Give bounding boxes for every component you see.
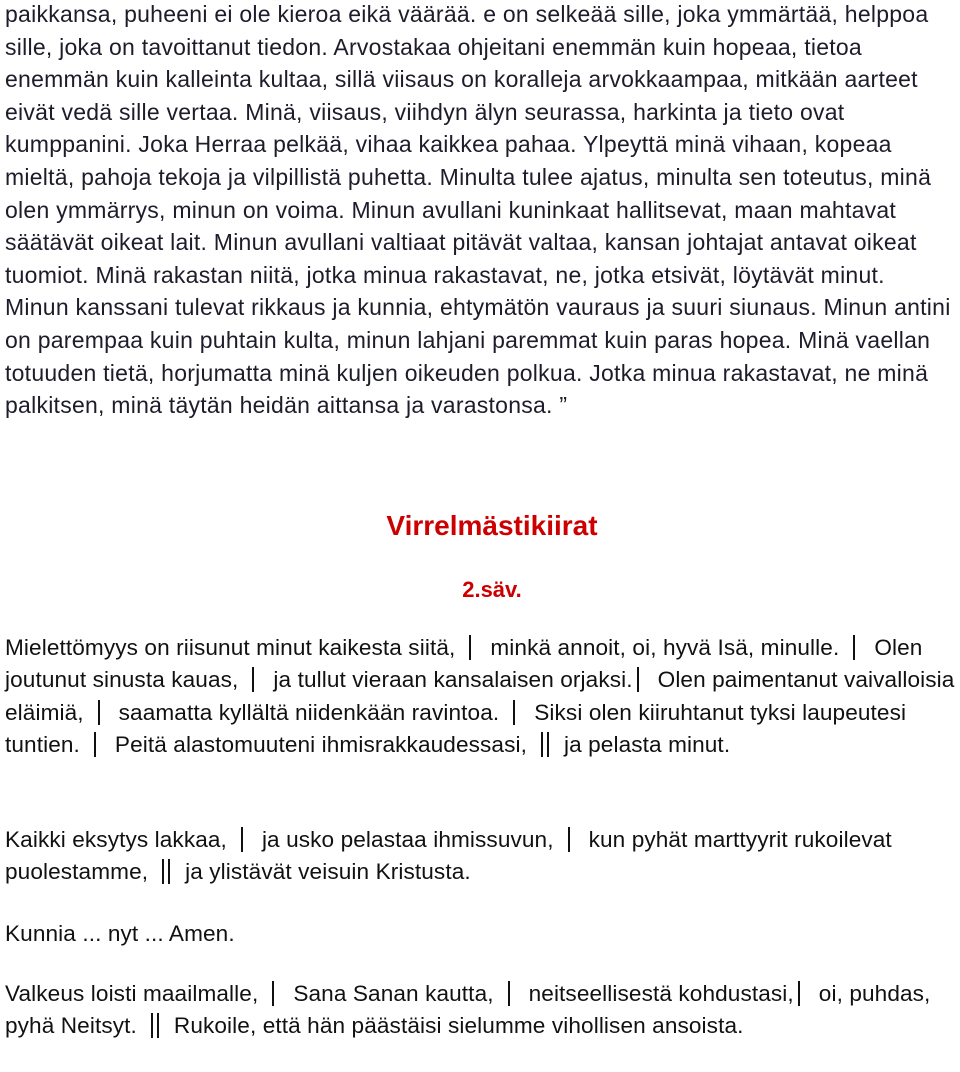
verse-segment: Rukoile, että hän päästäisi sielumme vihollisen ansoista. [173,1013,744,1039]
verse-divider [853,635,855,660]
tone-subtitle: 2.säv. [462,577,522,602]
verse-divider [798,981,800,1006]
section-title: Virrelmästikiirat [386,510,598,541]
verse-double-divider [541,732,549,757]
verse-segment: saamatta kyllältä niidenkään ravintoa. [118,699,500,725]
verse-segment: ja tullut vieraan kansalaisen orjaksi. [273,667,633,693]
hymn-verse-2 [5,824,960,889]
verse-segment: kun pyhät marttyyrit rukoilevat puolestamme, [5,827,892,885]
verse-segment: Kunnia ... nyt ... Amen. [5,921,235,946]
verse-divider [568,827,570,852]
verse-segment: Olen joutunut sinusta kauas, [5,635,923,693]
verse-segment: Kaikki eksytys lakkaa, [5,827,227,852]
verse-divider [272,981,274,1006]
verse-segment: ja pelasta minut. [563,731,731,757]
verse-segment: Peitä alastomuuteni ihmisrakkaudessasi, [114,731,527,757]
verse-double-divider [162,859,170,884]
verse-segment: neitseellisestä kohdustasi, [528,981,794,1006]
verse-segment: Olen paimentanut vaivalloisia eläimiä, [5,667,955,725]
verse-divider [637,667,639,692]
verse-segment: ja usko pelastaa ihmissuvun, [261,827,554,852]
verse-segment: ja ylistävät veisuin Kristusta. [185,859,471,885]
hymn-verse-1 [5,632,960,761]
verse-divider [94,732,96,757]
verse-segment: Mielettömyys on riisunut minut kaikesta siitä, [5,635,456,660]
verse-double-divider [151,1013,159,1038]
verse-segment: Valkeus loisti maailmalle, [5,981,259,1006]
verse-segment: Sana Sanan kautta, [293,981,494,1006]
hymn-verse-4 [5,978,960,1043]
verse-divider [469,635,471,660]
hymn-verse-3 [5,918,960,950]
verse-segment: oi, puhdas, pyhä Neitsyt. [5,981,931,1039]
verse-segment: Siksi olen kiiruhtanut tyksi laupeutesi tuntien. [5,699,907,757]
verse-segment: minkä annoit, oi, hyvä Isä, minulle. [490,635,840,660]
verse-divider [98,700,100,725]
verse-divider [513,700,515,725]
verse-divider [252,667,254,692]
intro-paragraph: paikkansa, puheeni ei ole kieroa eikä väärää. e on selkeää sille, joka ymmärtää, helppoa sille, joka on tavoittanut tiedon. Arvostakaa ohjeitani enemmän kuin hopeaa, tietoa enemmän kuin kalleinta kultaa, sillä viisaus on koralleja arvokkaampaa, mitkään aarteet eivät vedä sille vertaa. Minä, viisaus, viihdyn älyn seurassa, harkinta ja tieto ovat kumppanini. Joka Herraa pelkää, vihaa kaikkea pahaa. Ylpeyttä minä vihaan, kopeaa mieltä, pahoja tekoja ja vilpillistä puhetta. Minulta tulee ajatus, minulta sen toteutus, minä olen ymmärrys, minun on voima. Minun avullani kuninkaat hallitsevat, maan mahtavat säätävät oikeat lait. Minun avullani valtiaat pitävät valtaa, kansan johtajat antavat oikeat tuomiot. Minä rakastan niitä, jotka minua rakastavat, ne, jotka etsivät, löytävät minut. Minun kanssani tulevat rikkaus ja kunnia, ehtymätön vauraus ja suuri siunaus. Minun antini on parempaa kuin puhtain kulta, minun lahjani paremmat kuin paras hopea. Minä vaellan totuuden tietä, horjumatta minä kuljen oikeuden polkua. Jotka minua rakastavat, ne minä palkitsen, minä täytän heidän aittansa ja varastonsa. ” [5,1,951,419]
verse-divider [508,981,510,1006]
verse-divider [241,827,243,852]
